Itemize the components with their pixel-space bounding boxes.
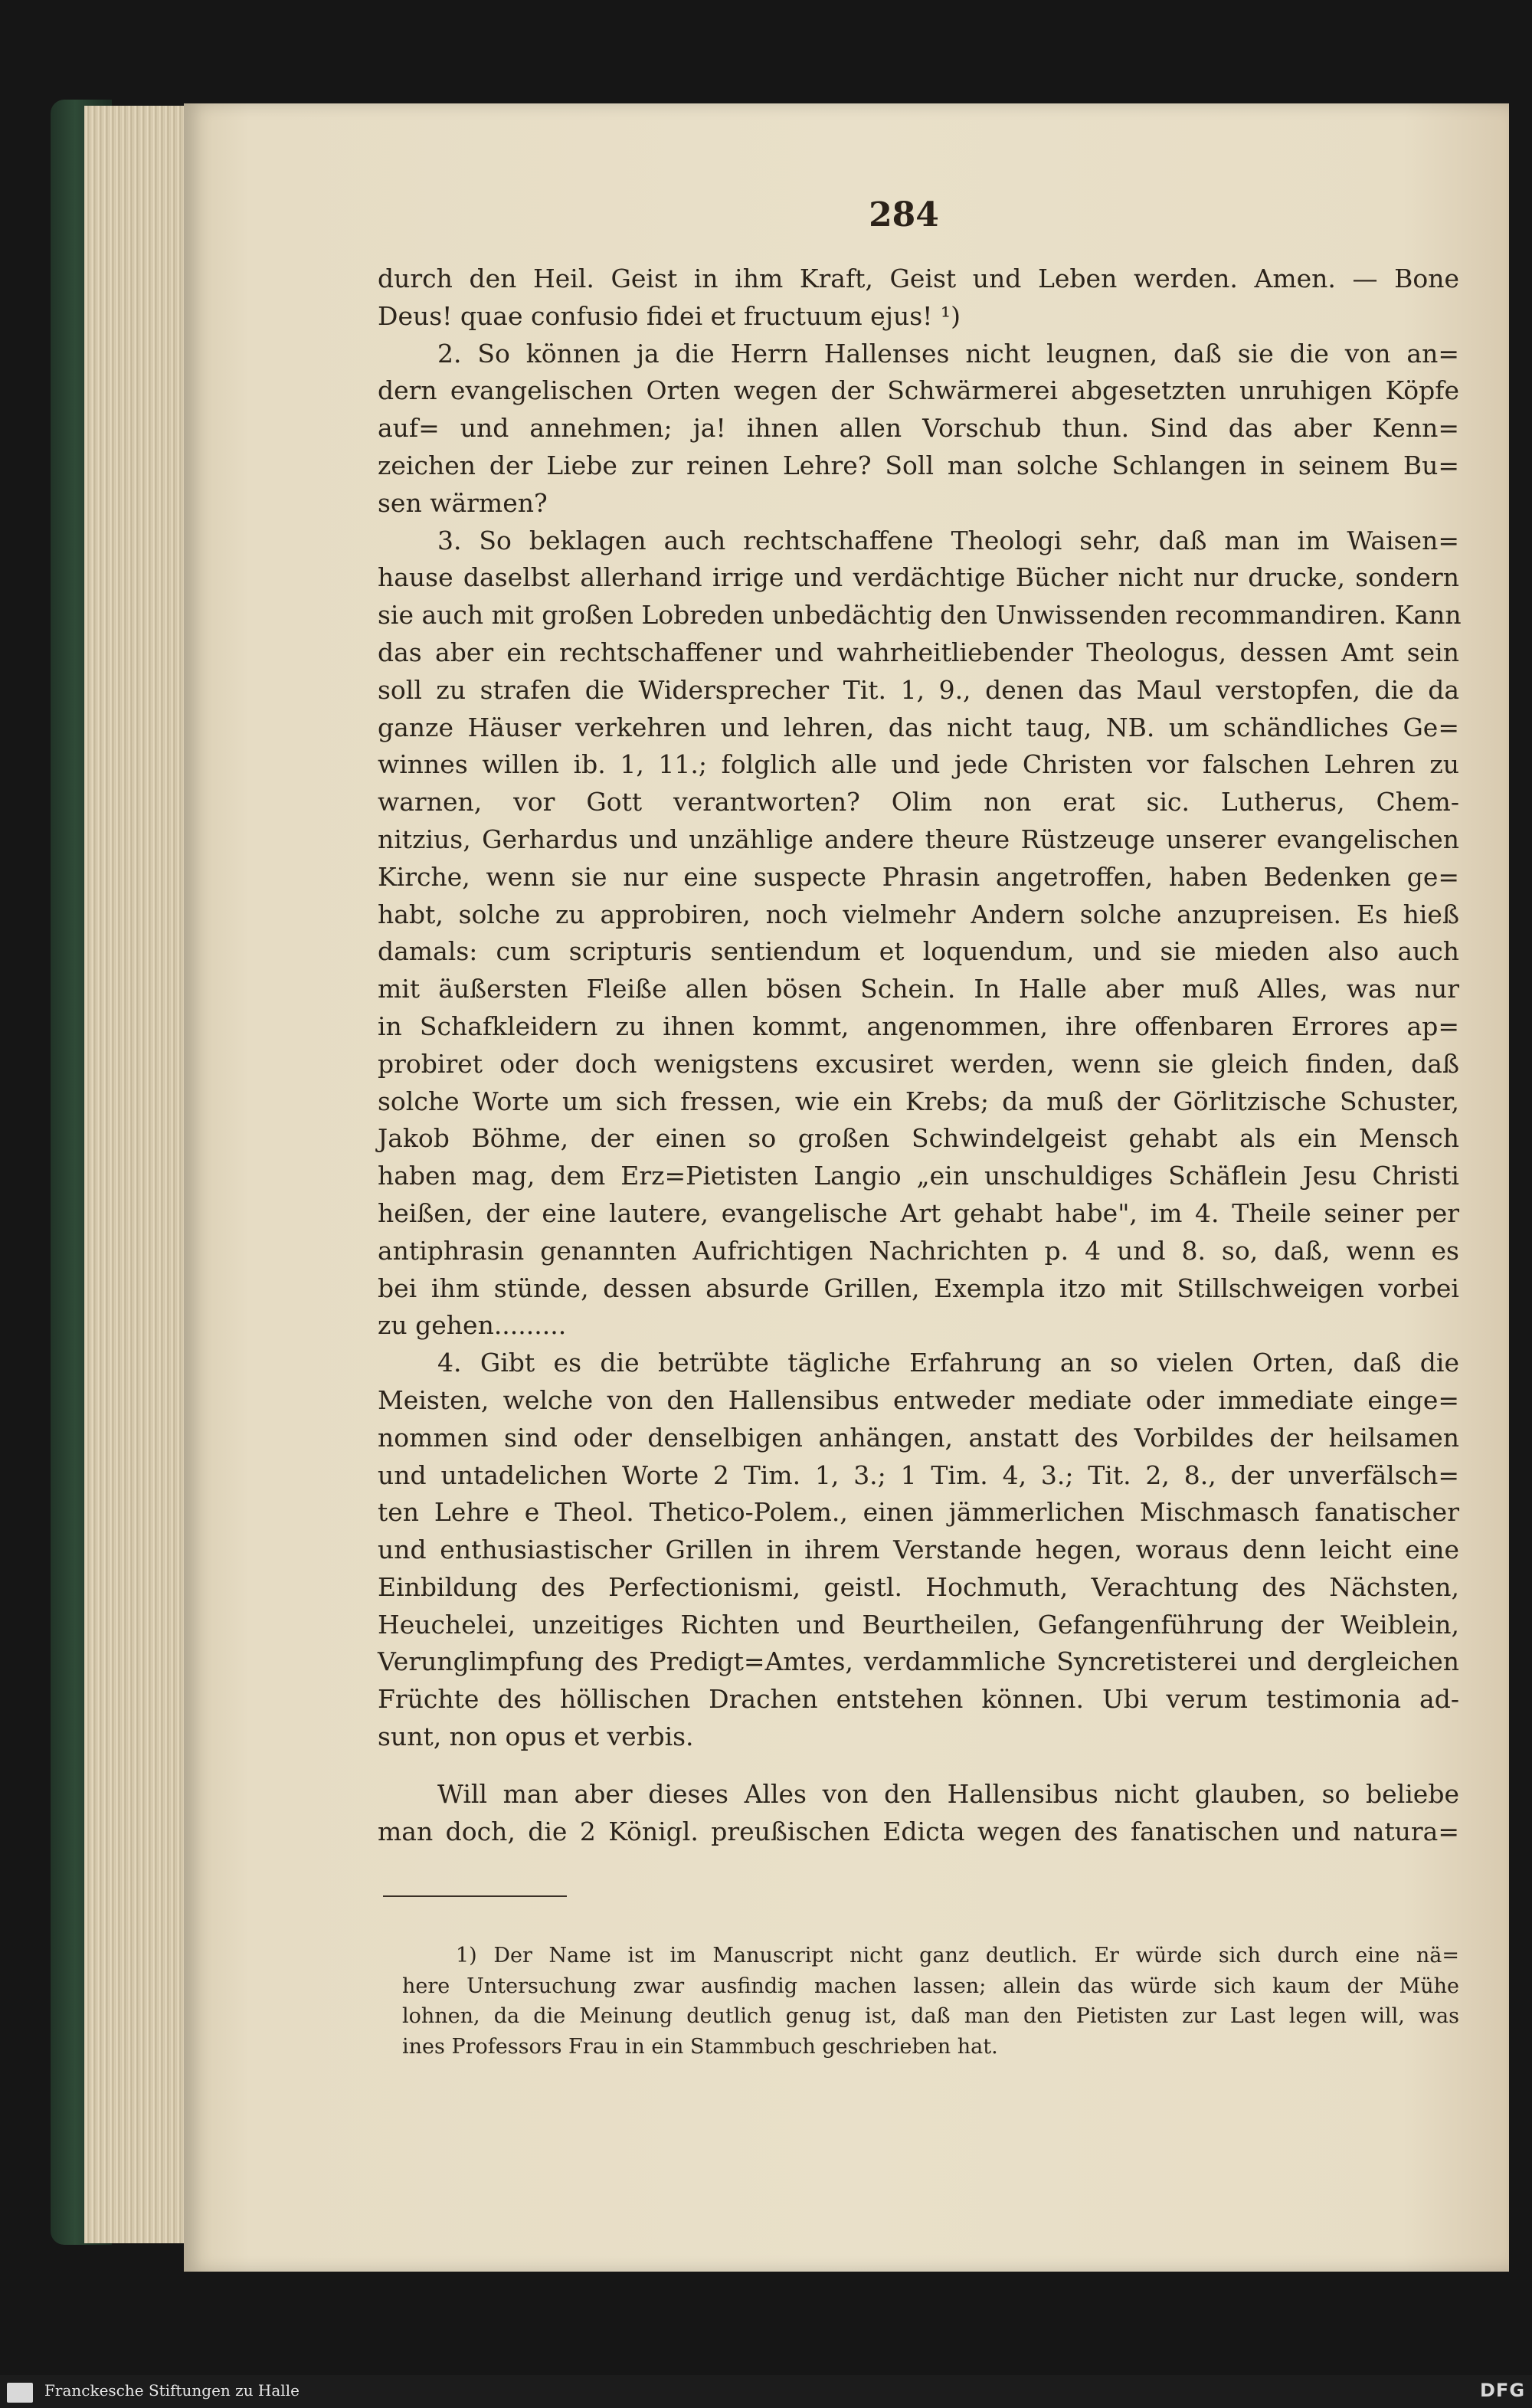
text-line: Jakob Böhme, der einen so großen Schwindelgeist gehabt als ein Mensch <box>378 1123 1459 1154</box>
text-line: damals: cum scripturis sentiendum et loquendum, und sie mieden also auch <box>378 936 1459 967</box>
footnote-line: ines Professors Frau in ein Stammbuch geschrieben hat. <box>402 2034 998 2059</box>
text-line: Früchte des höllischen Drachen entstehen können. Ubi verum testimonia ad- <box>378 1684 1459 1715</box>
text-line: Heuchelei, unzeitiges Richten und Beurtheilen, Gefangenführung der Weiblein, <box>378 1609 1459 1640</box>
text-line: zu gehen......... <box>378 1310 567 1341</box>
text-line: in Schafkleidern zu ihnen kommt, angenommen, ihre offenbaren Errores ap= <box>378 1011 1459 1041</box>
footnote-line: lohnen, da die Meinung deutlich genug ist, daß man den Pietisten zur Last legen will, was <box>402 2004 1459 2028</box>
footnote-divider <box>383 1895 567 1897</box>
text-line: das aber ein rechtschaffener und wahrheitliebender Theologus, dessen Amt sein <box>378 637 1459 667</box>
text-line: heißen, der eine lautere, evangelische Art gehabt habe", im 4. Theile seiner per <box>378 1197 1459 1228</box>
footnote-line: here Untersuchung zwar ausfindig machen lassen; allein das würde sich kaum der Mühe <box>402 1974 1459 1998</box>
text-line: ganze Häuser verkehren und lehren, das nicht taug, NB. um schändliches Ge= <box>378 712 1459 742</box>
text-line: Meisten, welche von den Hallensibus entweder mediate oder immediate einge= <box>378 1384 1459 1415</box>
text-line: bei ihm stünde, dessen absurde Grillen, Exempla itzo mit Stillschweigen vorbei <box>378 1273 1459 1303</box>
text-line: hause daselbst allerhand irrige und verdächtige Bücher nicht nur drucke, sondern <box>378 562 1459 593</box>
text-line: 4. Gibt es die betrübte tägliche Erfahrung an so vielen Orten, daß die <box>437 1348 1459 1378</box>
text-line: sunt, non opus et verbis. <box>378 1722 694 1752</box>
page-number: 284 <box>869 195 939 234</box>
text-line: auf= und annehmen; ja! ihnen allen Vorschub thun. Sind das aber Kenn= <box>378 413 1459 444</box>
text-line: habt, solche zu approbiren, noch vielmehr Andern solche anzupreisen. Es hieß <box>378 899 1459 929</box>
dfg-logo: DFG <box>1480 2380 1526 2401</box>
text-line: mit äußersten Fleiße allen bösen Schein. In Halle aber muß Alles, was nur <box>378 974 1459 1004</box>
text-line: probiret oder doch wenigstens excusiret werden, wenn sie gleich finden, daß <box>378 1048 1459 1079</box>
text-line: antiphrasin genannten Aufrichtigen Nachrichten p. 4 und 8. so, daß, wenn es <box>378 1235 1459 1266</box>
library-name: Franckesche Stiftungen zu Halle <box>44 2381 300 2400</box>
text-line: Deus! quae confusio fidei et fructuum ejus! ¹) <box>378 300 961 331</box>
text-line: zeichen der Liebe zur reinen Lehre? Soll man solche Schlangen in seinem Bu= <box>378 450 1459 480</box>
text-line: haben mag, dem Erz=Pietisten Langio „ein unschuldiges Schäflein Jesu Christi <box>378 1161 1459 1191</box>
footnote-line: 1) Der Name ist im Manuscript nicht ganz deutlich. Er würde sich durch eine nä= <box>456 1944 1459 1967</box>
footer-bar <box>0 2375 1532 2408</box>
text-line: durch den Heil. Geist in ihm Kraft, Geist und Leben werden. Amen. — Bone <box>378 264 1459 293</box>
text-line: nitzius, Gerhardus und unzählige andere theure Rüstzeuge unserer evangelischen <box>378 824 1459 854</box>
text-line: 3. So beklagen auch rechtschaffene Theologi sehr, daß man im Waisen= <box>437 525 1459 555</box>
text-line: und enthusiastischer Grillen in ihrem Verstande hegen, woraus denn leicht eine <box>378 1535 1459 1565</box>
page-stack-edges <box>84 106 192 2243</box>
text-line: man doch, die 2 Königl. preußischen Edicta wegen des fanatischen und natura= <box>378 1816 1459 1846</box>
text-line: und untadelichen Worte 2 Tim. 1, 3.; 1 Tim. 4, 3.; Tit. 2, 8., der unverfälsch= <box>378 1460 1459 1490</box>
text-line: warnen, vor Gott verantworten? Olim non erat sic. Lutherus, Chem- <box>378 787 1459 817</box>
text-line: solche Worte um sich fressen, wie ein Krebs; da muß der Görlitzische Schuster, <box>378 1086 1459 1116</box>
text-line: nommen sind oder denselbigen anhängen, anstatt des Vorbildes der heilsamen <box>378 1422 1459 1453</box>
text-line: Einbildung des Perfectionismi, geistl. Hochmuth, Verachtung des Nächsten, <box>378 1571 1459 1602</box>
text-line: sie auch mit großen Lobreden unbedächtig den Unwissenden recommandiren. Kann <box>378 600 1462 631</box>
text-line: winnes willen ib. 1, 11.; folglich alle und jede Christen vor falschen Lehren zu <box>378 749 1459 780</box>
text-line: 2. So können ja die Herrn Hallenses nicht leugnen, daß sie die von an= <box>437 338 1459 369</box>
text-line: Verunglimpfung des Predigt=Amtes, verdammliche Syncretisterei und dergleichen <box>378 1646 1459 1677</box>
text-line: ten Lehre e Theol. Thetico-Polem., einen jämmerlichen Mischmasch fanatischer <box>378 1497 1459 1528</box>
library-logo-icon <box>7 2383 33 2403</box>
text-line: Kirche, wenn sie nur eine suspecte Phrasin angetroffen, haben Bedenken ge= <box>378 861 1459 892</box>
body-text <box>378 260 1462 1850</box>
text-line: dern evangelischen Orten wegen der Schwärmerei abgesetzten unruhigen Köpfe <box>378 375 1459 406</box>
text-line: Will man aber dieses Alles von den Hallensibus nicht glauben, so beliebe <box>437 1778 1459 1809</box>
text-line: soll zu strafen die Widersprecher Tit. 1, 9., denen das Maul verstopfen, die da <box>378 674 1459 705</box>
footnotes <box>402 1941 1459 2062</box>
text-line: sen wärmen? <box>378 487 548 518</box>
